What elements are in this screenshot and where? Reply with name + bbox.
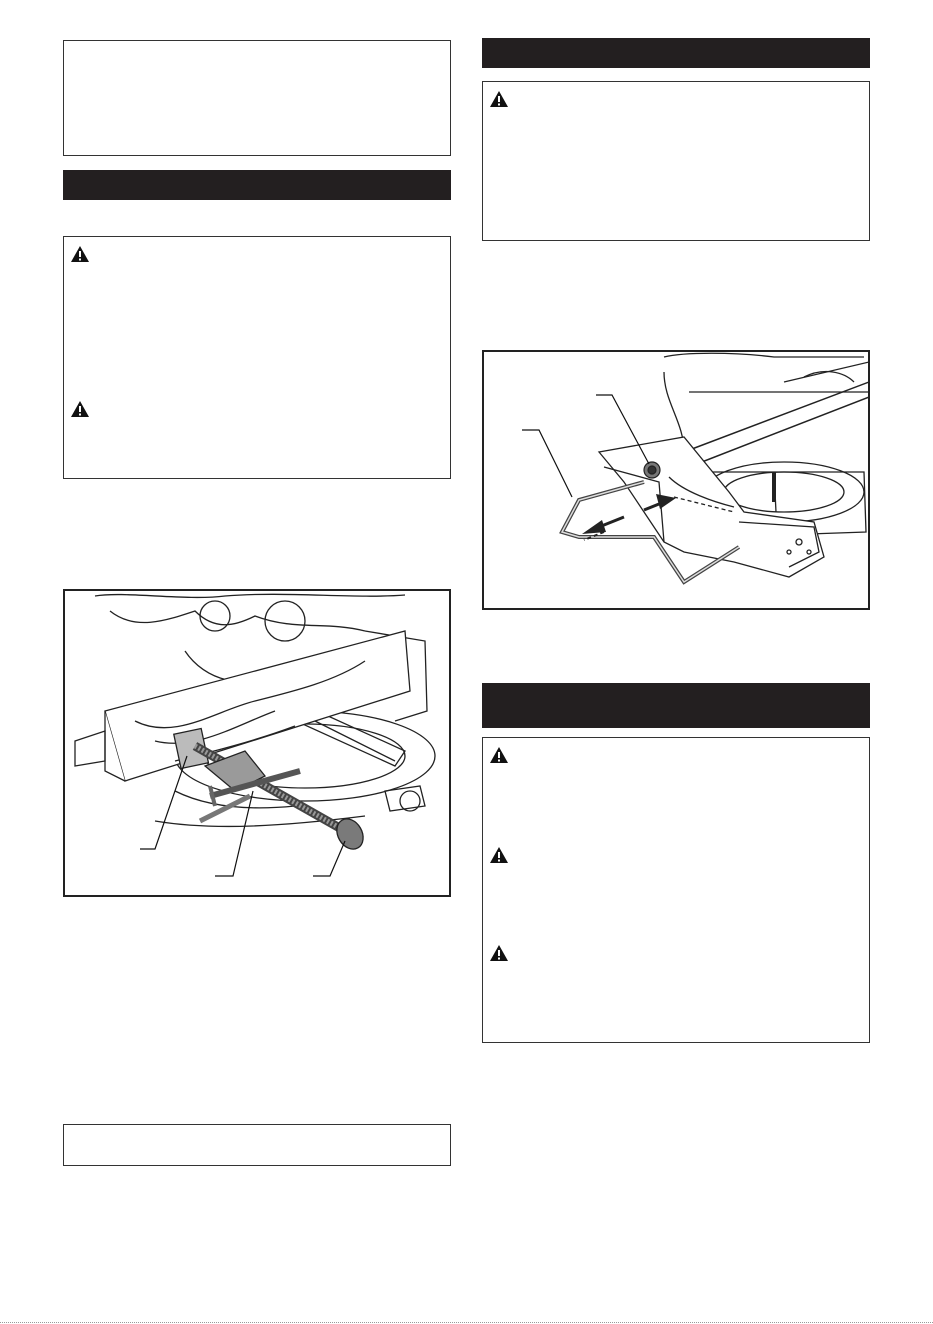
warning-triangle-icon <box>70 400 90 418</box>
section-header-bar-3 <box>482 683 870 728</box>
vise-drawing <box>65 591 449 895</box>
warning-triangle-icon <box>70 245 90 263</box>
section-header-bar-2 <box>482 38 870 68</box>
warning-triangle-icon <box>489 746 509 764</box>
warning-box-3 <box>482 737 870 1043</box>
warning-box-1 <box>63 236 451 479</box>
callout-line-2 <box>522 430 572 497</box>
callout-line-3 <box>313 841 345 876</box>
warning-triangle-icon <box>489 846 509 864</box>
warning-triangle-icon <box>489 944 509 962</box>
warning-triangle-icon <box>489 90 509 108</box>
note-box-top <box>63 40 451 156</box>
warning-box-2 <box>482 81 870 241</box>
section-header-bar-1 <box>63 170 451 200</box>
note-box-bottom <box>63 1124 451 1166</box>
hex-wrench-drawing <box>484 352 868 608</box>
figure-vise-illustration <box>63 589 451 897</box>
figure-hex-wrench-illustration <box>482 350 870 610</box>
